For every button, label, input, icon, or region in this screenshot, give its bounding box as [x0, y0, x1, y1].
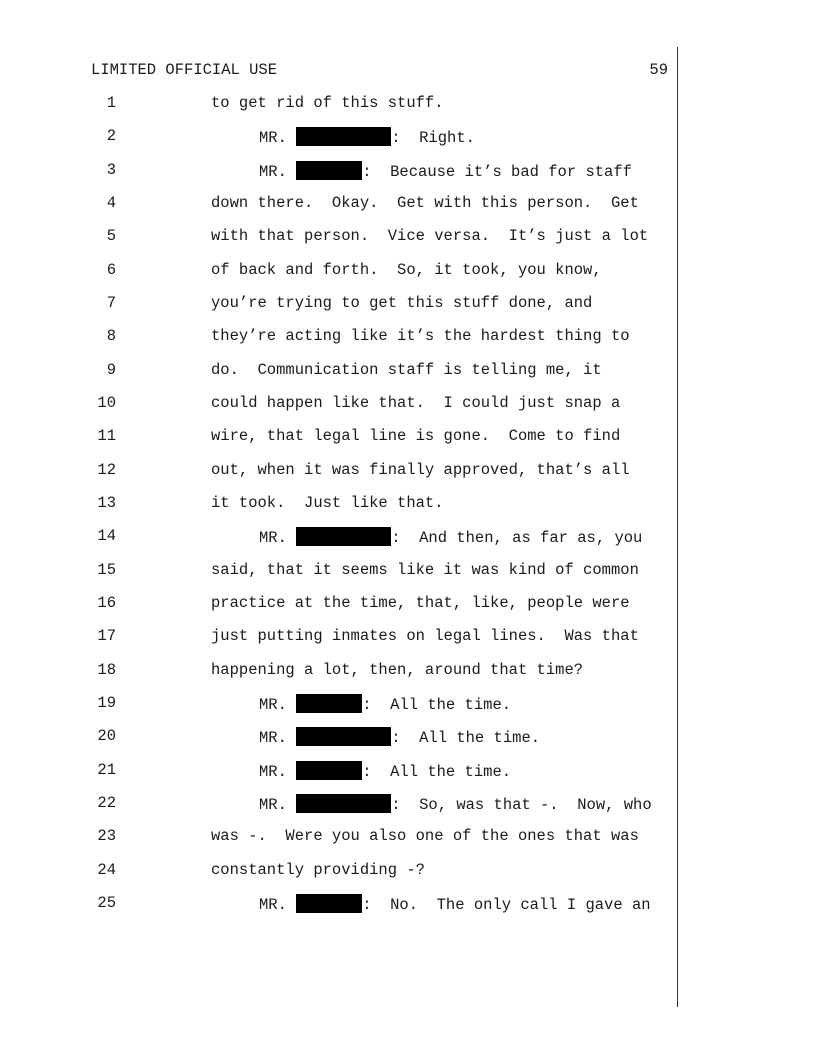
line-text: happening a lot, then, around that time? — [211, 661, 584, 679]
transcript-line — [0, 127, 816, 147]
line-number: 1 — [106, 94, 116, 112]
transcript-line — [0, 361, 816, 381]
redaction-box — [296, 727, 391, 746]
speaker-prefix: MR. — [259, 763, 297, 781]
line-number: 5 — [106, 227, 116, 245]
transcript-line — [0, 594, 816, 614]
line-number: 11 — [97, 427, 116, 445]
line-text: they’re acting like it’s the hardest thing to — [211, 327, 630, 345]
line-number: 20 — [97, 727, 116, 745]
line-text: of back and forth. So, it took, you know, — [211, 261, 602, 279]
speaker-prefix: MR. — [259, 696, 297, 714]
line-number: 10 — [97, 394, 116, 412]
transcript-line — [0, 394, 816, 414]
speaker-text: : All the time. — [362, 696, 512, 714]
redaction-box — [296, 527, 391, 546]
line-text: down there. Okay. Get with this person. Get — [211, 194, 639, 212]
line-number: 7 — [106, 294, 116, 312]
line-number: 9 — [106, 361, 116, 379]
transcript-line — [0, 194, 816, 214]
transcript-line — [0, 227, 816, 247]
line-text: was -. Were you also one of the ones that was — [211, 827, 639, 845]
line-text: constantly providing -? — [211, 861, 425, 879]
line-number: 12 — [97, 461, 116, 479]
transcript-line — [0, 661, 816, 681]
transcript-line — [0, 94, 816, 114]
speaker-line — [259, 794, 652, 814]
redaction-box — [296, 794, 391, 813]
redaction-box — [296, 894, 362, 913]
line-number: 4 — [106, 194, 116, 212]
transcript-line — [0, 461, 816, 481]
speaker-prefix: MR. — [259, 896, 297, 914]
redaction-box — [296, 127, 391, 146]
speaker-text: : So, was that -. Now, who — [391, 796, 652, 814]
line-number: 15 — [97, 561, 116, 579]
redaction-box — [296, 694, 362, 713]
line-number: 23 — [97, 827, 116, 845]
line-number: 16 — [97, 594, 116, 612]
line-text: you’re trying to get this stuff done, and — [211, 294, 593, 312]
transcript-line — [0, 294, 816, 314]
transcript-line — [0, 494, 816, 514]
line-number: 22 — [97, 794, 116, 812]
redaction-box — [296, 161, 362, 180]
speaker-prefix: MR. — [259, 729, 297, 747]
transcript-line — [0, 261, 816, 281]
line-number: 24 — [97, 861, 116, 879]
transcript-line — [0, 761, 816, 781]
line-number: 6 — [106, 261, 116, 279]
line-number: 8 — [106, 327, 116, 345]
line-text: out, when it was finally approved, that’s all — [211, 461, 630, 479]
speaker-line — [259, 894, 651, 914]
transcript-line — [0, 694, 816, 714]
line-number: 2 — [106, 127, 116, 145]
speaker-text: : And then, as far as, you — [391, 529, 643, 547]
redaction-box — [296, 761, 362, 780]
line-text: it took. Just like that. — [211, 494, 444, 512]
page-number: 59 — [649, 61, 668, 79]
speaker-prefix: MR. — [259, 163, 297, 181]
line-number: 19 — [97, 694, 116, 712]
line-text: wire, that legal line is gone. Come to find — [211, 427, 621, 445]
line-text: to get rid of this stuff. — [211, 94, 444, 112]
speaker-text: : No. The only call I gave an — [362, 896, 651, 914]
line-text: with that person. Vice versa. It’s just a lot — [211, 227, 649, 245]
line-number: 18 — [97, 661, 116, 679]
speaker-line — [259, 761, 511, 781]
speaker-line — [259, 161, 632, 181]
speaker-line — [259, 527, 642, 547]
transcript-line — [0, 561, 816, 581]
transcript-line — [0, 161, 816, 181]
line-text: do. Communication staff is telling me, it — [211, 361, 602, 379]
line-number: 13 — [97, 494, 116, 512]
speaker-text: : All the time. — [362, 763, 512, 781]
line-number: 25 — [97, 894, 116, 912]
transcript-line — [0, 727, 816, 747]
speaker-prefix: MR. — [259, 529, 297, 547]
transcript-line — [0, 327, 816, 347]
speaker-text: : Because it’s bad for staff — [362, 163, 632, 181]
speaker-line — [259, 727, 540, 747]
line-text: just putting inmates on legal lines. Was that — [211, 627, 639, 645]
classification-marking: LIMITED OFFICIAL USE — [91, 61, 278, 79]
transcript-line — [0, 861, 816, 881]
speaker-text: : Right. — [391, 129, 475, 147]
line-text: practice at the time, that, like, people were — [211, 594, 630, 612]
transcript-line — [0, 794, 816, 814]
line-text: said, that it seems like it was kind of common — [211, 561, 639, 579]
line-text: could happen like that. I could just snap a — [211, 394, 621, 412]
speaker-text: : All the time. — [391, 729, 541, 747]
line-number: 3 — [106, 161, 116, 179]
speaker-line — [259, 127, 475, 147]
transcript-line — [0, 527, 816, 547]
transcript-line — [0, 427, 816, 447]
speaker-line — [259, 694, 511, 714]
line-number: 14 — [97, 527, 116, 545]
speaker-prefix: MR. — [259, 129, 297, 147]
line-number: 21 — [97, 761, 116, 779]
transcript-line — [0, 894, 816, 914]
transcript-line — [0, 627, 816, 647]
line-number: 17 — [97, 627, 116, 645]
speaker-prefix: MR. — [259, 796, 297, 814]
transcript-line — [0, 827, 816, 847]
